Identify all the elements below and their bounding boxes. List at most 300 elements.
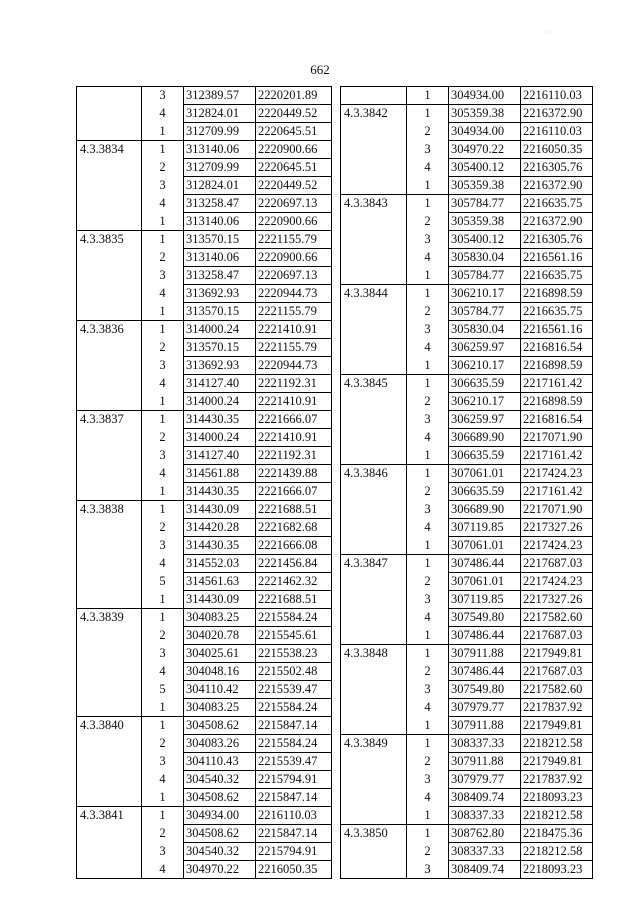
x-coordinate-cell: 304110.42 <box>184 681 256 699</box>
y-coordinate-cell: 2221682.68 <box>256 519 332 537</box>
y-coordinate-cell: 2216305.76 <box>521 231 593 249</box>
section-id-cell: 4.3.3845 <box>341 375 407 393</box>
section-id-cell <box>341 717 407 735</box>
table-row <box>77 267 332 285</box>
table-row <box>341 753 593 771</box>
x-coordinate-cell: 306635.59 <box>449 483 521 501</box>
point-index-cell: 4 <box>159 106 166 120</box>
x-coordinate-cell: 307549.80 <box>449 681 521 699</box>
section-id-cell <box>341 87 407 105</box>
x-coordinate-cell: 314000.24 <box>184 393 256 411</box>
x-coordinate-cell: 306635.59 <box>449 375 521 393</box>
x-coordinate-cell: 313570.15 <box>184 303 256 321</box>
point-index-cell: 1 <box>407 285 449 303</box>
point-index-cell: 1 <box>424 267 431 282</box>
y-coordinate-cell: 2221410.91 <box>256 393 332 411</box>
table-row <box>341 735 593 753</box>
x-coordinate-cell: 313140.06 <box>184 249 256 267</box>
point-index-cell: 1 <box>142 141 184 159</box>
section-id-cell: 4.3.3840 <box>77 717 142 735</box>
x-coordinate-cell: 312824.01 <box>184 105 256 123</box>
y-coordinate-cell: 2221439.88 <box>256 465 332 483</box>
y-coordinate-cell: 2216816.54 <box>521 411 593 429</box>
section-id-cell <box>341 753 407 771</box>
point-index-cell: 4 <box>159 556 166 570</box>
x-coordinate-cell: 313570.15 <box>184 231 256 249</box>
x-coordinate-cell: 304934.00 <box>449 123 521 141</box>
table-row <box>341 105 593 123</box>
table-row <box>341 771 593 789</box>
point-index-cell: 1 <box>159 123 166 138</box>
section-id-cell: 4.3.3850 <box>341 825 407 843</box>
table-row <box>341 609 593 627</box>
x-coordinate-cell: 304540.32 <box>184 771 256 789</box>
section-id-cell <box>77 123 142 141</box>
point-index-cell: 3 <box>142 87 184 105</box>
y-coordinate-cell: 2217837.92 <box>521 699 593 717</box>
point-index-cell: 4 <box>159 196 166 210</box>
table-row <box>341 807 593 825</box>
table-row <box>341 141 593 159</box>
point-index-cell: 3 <box>159 448 166 462</box>
table-row <box>77 465 332 483</box>
section-id-cell <box>341 681 407 699</box>
section-id-cell <box>77 105 142 123</box>
section-id-cell <box>77 555 142 573</box>
y-coordinate-cell: 2215847.14 <box>256 825 332 843</box>
table-row <box>77 321 332 339</box>
y-coordinate-cell: 2217582.60 <box>521 609 593 627</box>
x-coordinate-cell: 305400.12 <box>449 159 521 177</box>
x-coordinate-cell: 312824.01 <box>184 177 256 195</box>
table-row <box>77 681 332 699</box>
section-id-cell <box>77 519 142 537</box>
x-coordinate-cell: 305400.12 <box>449 231 521 249</box>
section-id-cell: 4.3.3849 <box>341 735 407 753</box>
point-index-cell: 1 <box>424 177 431 192</box>
point-index-cell: 1 <box>159 699 166 714</box>
point-index-cell: 4 <box>424 340 431 354</box>
section-id-cell <box>77 213 142 231</box>
y-coordinate-cell: 2221155.79 <box>256 339 332 357</box>
point-index-cell: 4 <box>424 610 431 624</box>
section-id-cell <box>341 447 407 465</box>
point-index-cell: 4 <box>424 520 431 534</box>
y-coordinate-cell: 2216635.75 <box>521 303 593 321</box>
y-coordinate-cell: 2217424.23 <box>521 465 593 483</box>
section-id-cell <box>341 609 407 627</box>
y-coordinate-cell: 2217161.42 <box>521 483 593 501</box>
section-id-cell <box>77 681 142 699</box>
x-coordinate-cell: 314561.63 <box>184 573 256 591</box>
point-index-cell: 1 <box>424 807 431 822</box>
point-index-cell: 3 <box>424 232 431 246</box>
point-index-cell: 4 <box>424 700 431 714</box>
section-id-cell <box>77 195 142 213</box>
table-row <box>77 825 332 843</box>
table-row <box>341 591 593 609</box>
table-row <box>341 285 593 303</box>
y-coordinate-cell: 2221410.91 <box>256 429 332 447</box>
table-row <box>77 177 332 195</box>
section-id-cell <box>77 429 142 447</box>
y-coordinate-cell: 2217327.26 <box>521 519 593 537</box>
section-id-cell <box>77 663 142 681</box>
x-coordinate-cell: 304508.62 <box>184 789 256 807</box>
y-coordinate-cell: 2217949.81 <box>521 645 593 663</box>
y-coordinate-cell: 2215539.47 <box>256 681 332 699</box>
section-id-cell <box>341 303 407 321</box>
y-coordinate-cell: 2220697.13 <box>256 195 332 213</box>
table-row <box>77 231 332 249</box>
section-id-cell: 4.3.3844 <box>341 285 407 303</box>
x-coordinate-cell: 307911.88 <box>449 717 521 735</box>
section-id-cell <box>77 249 142 267</box>
x-coordinate-cell: 314430.35 <box>184 483 256 501</box>
x-coordinate-cell: 307979.77 <box>449 699 521 717</box>
section-id-cell <box>341 663 407 681</box>
section-id-cell <box>77 573 142 591</box>
x-coordinate-cell: 314127.40 <box>184 447 256 465</box>
table-row <box>77 861 332 879</box>
point-index-cell: 2 <box>159 250 166 264</box>
x-coordinate-cell: 305359.38 <box>449 105 521 123</box>
section-id-cell <box>341 159 407 177</box>
table-row <box>77 357 332 375</box>
x-coordinate-cell: 304025.61 <box>184 645 256 663</box>
section-id-cell <box>77 87 142 105</box>
table-row <box>77 735 332 753</box>
section-id-cell: 4.3.3834 <box>77 141 142 159</box>
x-coordinate-cell: 312709.99 <box>184 159 256 177</box>
section-id-cell <box>341 771 407 789</box>
point-index-cell: 3 <box>424 322 431 336</box>
table-row <box>341 825 593 843</box>
point-index-cell: 2 <box>424 664 431 678</box>
section-id-cell: 4.3.3836 <box>77 321 142 339</box>
section-id-cell <box>341 213 407 231</box>
table-row <box>341 321 593 339</box>
section-id-cell <box>341 519 407 537</box>
x-coordinate-cell: 306635.59 <box>449 447 521 465</box>
table-row <box>77 429 332 447</box>
section-id-cell <box>341 483 407 501</box>
y-coordinate-cell: 2221155.79 <box>256 231 332 249</box>
y-coordinate-cell: 2216898.59 <box>521 357 593 375</box>
y-coordinate-cell: 2217424.23 <box>521 537 593 555</box>
x-coordinate-cell: 305784.77 <box>449 195 521 213</box>
point-index-cell: 5 <box>159 574 166 588</box>
table-row <box>341 843 593 861</box>
point-index-cell: 1 <box>407 555 449 573</box>
x-coordinate-cell: 313140.06 <box>184 213 256 231</box>
y-coordinate-cell: 2216898.59 <box>521 393 593 411</box>
section-id-cell <box>341 339 407 357</box>
table-row <box>341 627 593 645</box>
table-row <box>77 843 332 861</box>
point-index-cell: 3 <box>424 682 431 696</box>
section-id-cell <box>341 357 407 375</box>
y-coordinate-cell: 2216561.16 <box>521 249 593 267</box>
point-index-cell: 1 <box>407 375 449 393</box>
table-row <box>341 519 593 537</box>
x-coordinate-cell: 307061.01 <box>449 465 521 483</box>
y-coordinate-cell: 2221462.32 <box>256 573 332 591</box>
section-id-cell <box>77 735 142 753</box>
x-coordinate-cell: 314430.09 <box>184 501 256 519</box>
y-coordinate-cell: 2215545.61 <box>256 627 332 645</box>
table-row <box>341 717 593 735</box>
point-index-cell: 2 <box>424 124 431 138</box>
table-row <box>77 627 332 645</box>
y-coordinate-cell: 2221456.84 <box>256 555 332 573</box>
y-coordinate-cell: 2216372.90 <box>521 177 593 195</box>
x-coordinate-cell: 305784.77 <box>449 303 521 321</box>
x-coordinate-cell: 304048.16 <box>184 663 256 681</box>
point-index-cell: 1 <box>142 501 184 519</box>
section-id-cell <box>77 159 142 177</box>
y-coordinate-cell: 2216110.03 <box>521 123 593 141</box>
table-row <box>341 231 593 249</box>
x-coordinate-cell: 305359.38 <box>449 177 521 195</box>
section-id-cell <box>341 411 407 429</box>
point-index-cell: 1 <box>407 195 449 213</box>
y-coordinate-cell: 2215794.91 <box>256 771 332 789</box>
table-row <box>341 861 593 879</box>
section-id-cell <box>341 249 407 267</box>
point-index-cell: 1 <box>159 393 166 408</box>
point-index-cell: 1 <box>142 807 184 825</box>
point-index-cell: 1 <box>424 627 431 642</box>
point-index-cell: 4 <box>424 430 431 444</box>
y-coordinate-cell: 2218212.58 <box>521 807 593 825</box>
y-coordinate-cell: 2215584.24 <box>256 735 332 753</box>
y-coordinate-cell: 2216372.90 <box>521 105 593 123</box>
x-coordinate-cell: 307549.80 <box>449 609 521 627</box>
table-row <box>77 717 332 735</box>
y-coordinate-cell: 2220944.73 <box>256 285 332 303</box>
section-id-cell <box>341 861 407 879</box>
point-index-cell: 1 <box>142 609 184 627</box>
section-id-cell: 4.3.3837 <box>77 411 142 429</box>
table-row <box>77 339 332 357</box>
table-row <box>341 357 593 375</box>
table-row <box>341 195 593 213</box>
y-coordinate-cell: 2217687.03 <box>521 627 593 645</box>
section-id-cell <box>341 627 407 645</box>
y-coordinate-cell: 2217071.90 <box>521 501 593 519</box>
y-coordinate-cell: 2216372.90 <box>521 213 593 231</box>
table-row <box>77 537 332 555</box>
point-index-cell: 2 <box>159 736 166 750</box>
x-coordinate-cell: 314430.35 <box>184 537 256 555</box>
point-index-cell: 4 <box>142 861 184 879</box>
point-index-cell: 1 <box>142 231 184 249</box>
table-row <box>77 393 332 411</box>
table-row <box>341 573 593 591</box>
section-id-cell <box>341 123 407 141</box>
y-coordinate-cell: 2220201.89 <box>256 87 332 105</box>
point-index-cell: 4 <box>159 466 166 480</box>
point-index-cell: 1 <box>424 717 431 732</box>
section-id-cell <box>341 591 407 609</box>
y-coordinate-cell: 2217582.60 <box>521 681 593 699</box>
point-index-cell: 3 <box>424 502 431 516</box>
y-coordinate-cell: 2217837.92 <box>521 771 593 789</box>
point-index-cell: 3 <box>424 142 431 156</box>
x-coordinate-cell: 308337.33 <box>449 807 521 825</box>
section-id-cell <box>77 483 142 501</box>
y-coordinate-cell: 2218093.23 <box>521 789 593 807</box>
point-index-cell: 2 <box>424 484 431 498</box>
x-coordinate-cell: 306259.97 <box>449 339 521 357</box>
point-index-cell: 1 <box>407 465 449 483</box>
x-coordinate-cell: 306259.97 <box>449 411 521 429</box>
x-coordinate-cell: 308409.74 <box>449 861 521 879</box>
point-index-cell: 2 <box>424 844 431 858</box>
y-coordinate-cell: 2217949.81 <box>521 753 593 771</box>
section-id-cell <box>77 699 142 717</box>
table-row <box>341 483 593 501</box>
section-id-cell <box>341 231 407 249</box>
x-coordinate-cell: 304934.00 <box>184 807 256 825</box>
y-coordinate-cell: 2217071.90 <box>521 429 593 447</box>
y-coordinate-cell: 2216816.54 <box>521 339 593 357</box>
table-row <box>341 555 593 573</box>
x-coordinate-cell: 312389.57 <box>184 87 256 105</box>
table-row <box>341 393 593 411</box>
x-coordinate-cell: 305830.04 <box>449 249 521 267</box>
point-index-cell: 1 <box>159 303 166 318</box>
y-coordinate-cell: 2221666.08 <box>256 537 332 555</box>
section-id-cell: 4.3.3841 <box>77 807 142 825</box>
section-id-cell <box>341 393 407 411</box>
point-index-cell: 4 <box>159 376 166 390</box>
y-coordinate-cell: 2220944.73 <box>256 357 332 375</box>
x-coordinate-cell: 306210.17 <box>449 393 521 411</box>
point-index-cell: 3 <box>424 412 431 426</box>
table-row <box>77 447 332 465</box>
x-coordinate-cell: 313692.93 <box>184 357 256 375</box>
point-index-cell: 3 <box>159 268 166 282</box>
x-coordinate-cell: 314430.09 <box>184 591 256 609</box>
y-coordinate-cell: 2218212.58 <box>521 735 593 753</box>
section-id-cell <box>77 861 142 879</box>
x-coordinate-cell: 308337.33 <box>449 735 521 753</box>
table-row <box>77 411 332 429</box>
table-row <box>77 123 332 141</box>
section-id-cell <box>341 267 407 285</box>
y-coordinate-cell: 2215502.48 <box>256 663 332 681</box>
section-id-cell <box>77 303 142 321</box>
section-id-cell <box>77 465 142 483</box>
y-coordinate-cell: 2220900.66 <box>256 141 332 159</box>
section-id-cell <box>341 807 407 825</box>
point-index-cell: 1 <box>407 645 449 663</box>
point-index-cell: 1 <box>407 105 449 123</box>
point-index-cell: 3 <box>407 861 449 879</box>
x-coordinate-cell: 313692.93 <box>184 285 256 303</box>
table-row <box>341 645 593 663</box>
coordinate-table-left <box>76 86 332 879</box>
y-coordinate-cell: 2216050.35 <box>256 861 332 879</box>
x-coordinate-cell: 306689.90 <box>449 501 521 519</box>
scan-mark: · · · · <box>540 28 557 37</box>
point-index-cell: 2 <box>424 574 431 588</box>
point-index-cell: 2 <box>424 394 431 408</box>
table-row <box>77 699 332 717</box>
x-coordinate-cell: 304110.43 <box>184 753 256 771</box>
y-coordinate-cell: 2215847.14 <box>256 789 332 807</box>
section-id-cell <box>77 339 142 357</box>
x-coordinate-cell: 313140.06 <box>184 141 256 159</box>
section-id-cell: 4.3.3848 <box>341 645 407 663</box>
table-row <box>77 105 332 123</box>
x-coordinate-cell: 304970.22 <box>184 861 256 879</box>
page-number: 662 <box>310 62 330 77</box>
x-coordinate-cell: 312709.99 <box>184 123 256 141</box>
y-coordinate-cell: 2220645.51 <box>256 123 332 141</box>
section-id-cell <box>341 177 407 195</box>
point-index-cell: 1 <box>424 357 431 372</box>
section-id-cell: 4.3.3847 <box>341 555 407 573</box>
x-coordinate-cell: 306210.17 <box>449 357 521 375</box>
section-id-cell <box>341 699 407 717</box>
x-coordinate-cell: 305359.38 <box>449 213 521 231</box>
y-coordinate-cell: 2215538.23 <box>256 645 332 663</box>
section-id-cell: 4.3.3843 <box>341 195 407 213</box>
point-index-cell: 3 <box>159 646 166 660</box>
x-coordinate-cell: 314000.24 <box>184 321 256 339</box>
x-coordinate-cell: 304083.25 <box>184 699 256 717</box>
y-coordinate-cell: 2217949.81 <box>521 717 593 735</box>
y-coordinate-cell: 2217687.03 <box>521 555 593 573</box>
table-row <box>77 771 332 789</box>
x-coordinate-cell: 314000.24 <box>184 429 256 447</box>
section-id-cell <box>341 843 407 861</box>
section-id-cell <box>341 537 407 555</box>
y-coordinate-cell: 2221666.07 <box>256 411 332 429</box>
point-index-cell: 1 <box>142 717 184 735</box>
x-coordinate-cell: 306210.17 <box>449 285 521 303</box>
y-coordinate-cell: 2218093.23 <box>521 861 593 879</box>
point-index-cell: 2 <box>159 160 166 174</box>
section-id-cell <box>341 501 407 519</box>
table-row <box>77 141 332 159</box>
x-coordinate-cell: 313258.47 <box>184 195 256 213</box>
table-row <box>77 285 332 303</box>
point-index-cell: 3 <box>159 358 166 372</box>
table-row <box>341 537 593 555</box>
table-row <box>341 411 593 429</box>
section-id-cell: 4.3.3846 <box>341 465 407 483</box>
table-row <box>77 573 332 591</box>
section-id-cell: 4.3.3839 <box>77 609 142 627</box>
point-index-cell: 2 <box>424 754 431 768</box>
x-coordinate-cell: 304020.78 <box>184 627 256 645</box>
point-index-cell: 2 <box>159 826 166 840</box>
y-coordinate-cell: 2221155.79 <box>256 303 332 321</box>
point-index-cell: 1 <box>407 735 449 753</box>
section-id-cell <box>77 591 142 609</box>
section-id-cell <box>341 429 407 447</box>
table-row <box>341 465 593 483</box>
y-coordinate-cell: 2215794.91 <box>256 843 332 861</box>
table-row <box>341 213 593 231</box>
table-row <box>341 87 593 105</box>
y-coordinate-cell: 2220449.52 <box>256 105 332 123</box>
point-index-cell: 4 <box>159 772 166 786</box>
